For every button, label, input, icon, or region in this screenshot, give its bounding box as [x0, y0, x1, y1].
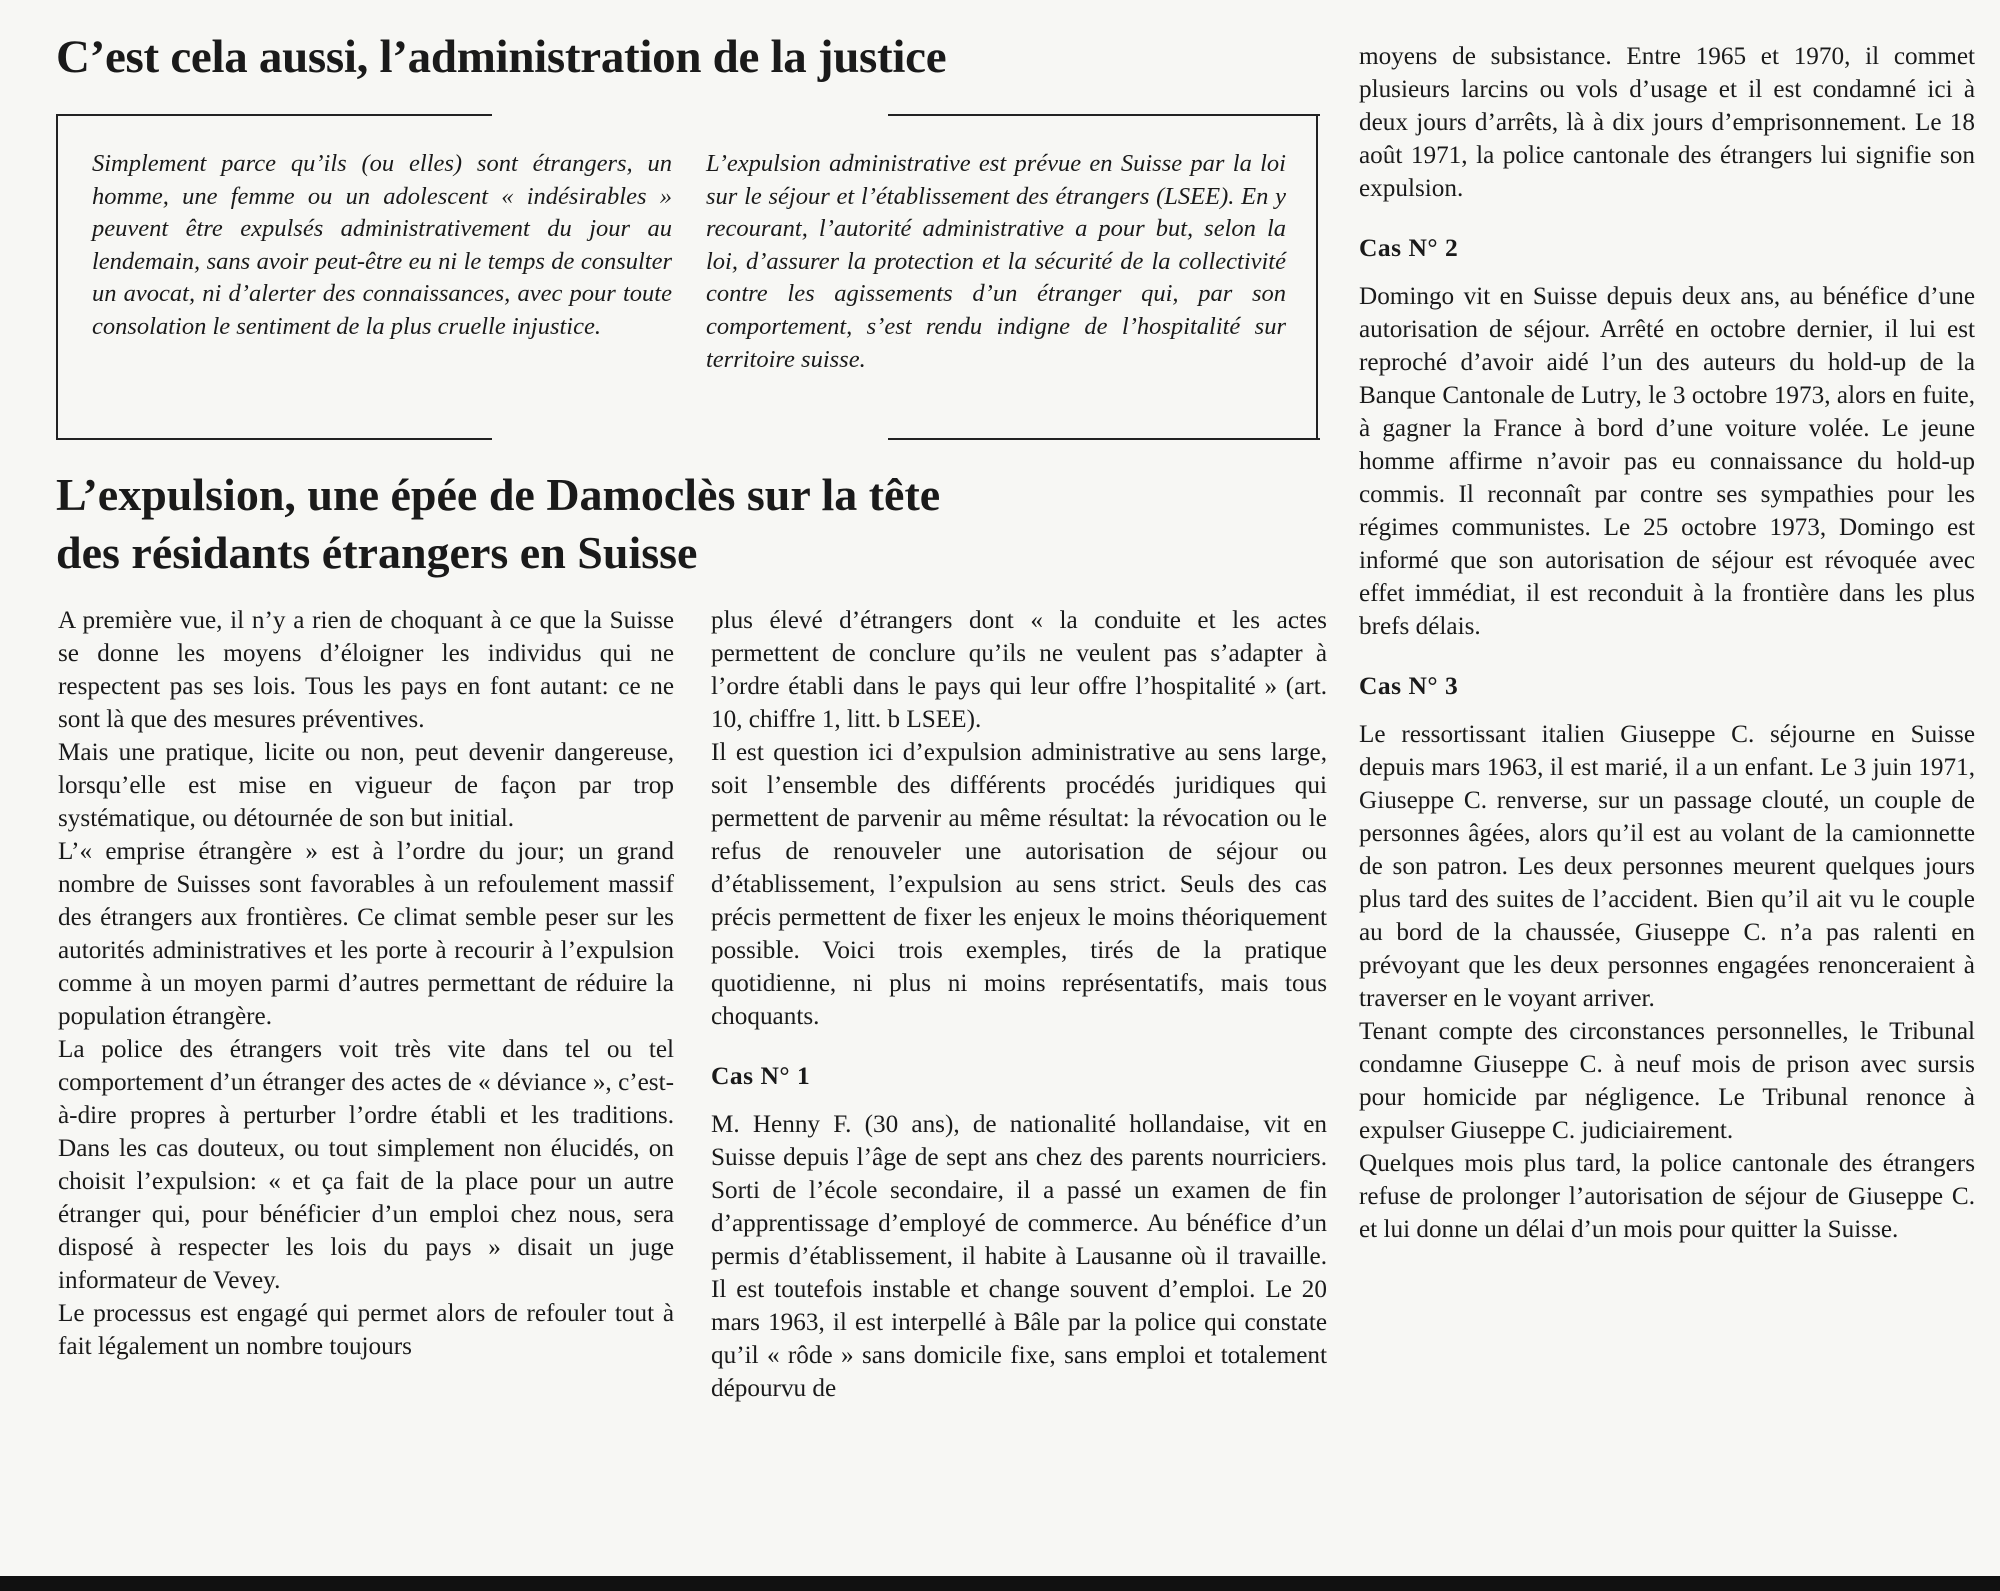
- col2-paragraph-2: Il est question ici d’expulsion administrative au sens large, soit l’ensemble des différents procédés juridiques qui permettent de parvenir au même résultat: la révocation ou le refus de renouveler une autorisation de séjour ou d’établissement, l’expulsion au sens strict. Seuls des cas précis permettent de fixer les enjeux le moins théoriquement possible. Voici trois exemples, tirés de la pratique quotidienne, ni plus ni moins représentatifs, mais tous choquants.: [711, 739, 1327, 1030]
- case-1-continued: moyens de subsistance. Entre 1965 et 1970, il commet plusieurs larcins ou vols d’usage et il est condamné ici à deux jours d’arrêts, là à dix jours d’emprisonnement. Le 18 août 1971, la police cantonale des étrangers lui signifie son expulsion.: [1359, 43, 1975, 202]
- headline-line-1: L’expulsion, une épée de Damoclès sur la tête: [56, 469, 941, 520]
- case-1-title: Cas N° 1: [711, 1061, 811, 1090]
- col2-paragraph-1: plus élevé d’étrangers dont « la conduite et les actes permettent de conclure qu’ils ne veulent pas s’adapter à l’ordre établi dans le pays qui leur offre l’hospitalité » (art. 10, chiffre 1, litt. b LSEE).: [711, 607, 1327, 733]
- case-3-paragraph-1: Le ressortissant italien Giuseppe C. séjourne en Suisse depuis mars 1963, il est marié, il a un enfant. Le 3 juin 1971, Giuseppe C. renverse, sur un passage clouté, un couple de personnes âgées, alors qu’il est au volant de la camionnette de son patron. Les deux personnes meurent quelques jours plus tard des suites de l’accident. Bien qu’il ait vu le couple au bord de la chaussée, Giuseppe C. n’a pas ralenti en prévoyant que les deux personnes engagées renonceraient à traverser en le voyant arriver.: [1359, 721, 1975, 1012]
- column-2: [711, 604, 1327, 1405]
- col1-paragraph-2: Mais une pratique, licite ou non, peut devenir dangereuse, lorsqu’elle est mise en vigueur de façon par trop systématique, ou détournée de son but initial.: [58, 739, 674, 832]
- intro-top-rule-right: [888, 114, 1320, 116]
- column-3: [1359, 40, 1975, 1246]
- case-3-title: Cas N° 3: [1359, 671, 1459, 700]
- intro-top-rule-left: [56, 114, 492, 116]
- case-2-title: Cas N° 2: [1359, 233, 1459, 262]
- case-2-text: Domingo vit en Suisse depuis deux ans, au bénéfice d’une autorisation de séjour. Arrêté en octobre dernier, il lui est reproché d’avoir aidé l’un des auteurs du hold-up de la Banque Cantonale de Lutry, le 3 octobre 1973, alors en fuite, à gagner la France à bord d’une voiture volée. Le jeune homme affirme n’avoir pas eu connaissance du hold-up commis. Il reconnaît par contre ses sympathies pour les régimes communistes. Le 25 octobre 1973, Domingo est informé que son autorisation de séjour est révoquée avec effet immédiat, il est reconduit à la frontière dans les plus brefs délais.: [1359, 283, 1975, 640]
- col1-paragraph-4: La police des étrangers voit très vite dans tel ou tel comportement d’un étranger des actes de « déviance », c’est-à-dire propres à perturber l’ordre établi et les traditions. Dans les cas douteux, ou tout simplement non élucidés, on choisit l’expulsion: « et ça fait de la place pour un autre étranger qui, pour bénéficier d’un emploi chez nous, sera disposé à respecter les lois du pays » disait un juge informateur de Vevey.: [58, 1036, 674, 1294]
- intro-right: L’expulsion administrative est prévue en Suisse par la loi sur le séjour et l’établissement des étrangers (LSEE). En y recourant, l’autorité administrative a pour but, selon la loi, d’assurer la protection et la sécurité de la collectivité contre les agissements d’un étranger qui, par son comportement, s’est rendu indigne de l’hospitalité sur territoire suisse.: [706, 150, 1286, 373]
- case-3-paragraph-2: Tenant compte des circonstances personnelles, le Tribunal condamne Giuseppe C. à neuf mois de prison avec sursis pour homicide par négligence. Le Tribunal renonce à expulser Giuseppe C. judiciairement.: [1359, 1018, 1975, 1144]
- intro-bottom-rule-left: [56, 438, 492, 440]
- headline: [56, 466, 1296, 582]
- scan-bottom-edge: [0, 1576, 2000, 1591]
- intro-bottom-rule-right: [888, 438, 1320, 440]
- headline-line-2: des résidants étrangers en Suisse: [56, 527, 698, 578]
- case-1-text: M. Henny F. (30 ans), de nationalité hollandaise, vit en Suisse depuis l’âge de sept ans chez des parents nourriciers. Sorti de l’école secondaire, il a passé un examen de fin d’apprentissage d’employé de commerce. Au bénéfice d’un permis d’établissement, il habite à Lausanne où il travaille. Il est toutefois instable et change souvent d’emploi. Le 20 mars 1963, il est interpellé à Bâle par la police qui constate qu’il « rôde » sans domicile fixe, sans emploi et totalement dépourvu de: [711, 1111, 1327, 1402]
- col1-paragraph-1: A première vue, il n’y a rien de choquant à ce que la Suisse se donne les moyens d’éloigner les individus qui ne respectent pas ses lois. Tous les pays en font autant: ce ne sont là que des mesures préventives.: [58, 607, 674, 733]
- intro-left: Simplement parce qu’ils (ou elles) sont étrangers, un homme, une femme ou un adolescent « indésirables » peuvent être expulsés administrativement du jour au lendemain, sans avoir peut-être eu ni le temps de consulter un avocat, ni d’alerter des connaissances, avec pour toute consolation le sentiment de la plus cruelle injustice.: [92, 150, 672, 340]
- col1-paragraph-5: Le processus est engagé qui permet alors de refouler tout à fait légalement un nombre toujours: [58, 1300, 674, 1360]
- column-1: [58, 604, 674, 1363]
- col1-paragraph-3: L’« emprise étrangère » est à l’ordre du jour; un grand nombre de Suisses sont favorables à un refoulement massif des étrangers aux frontières. Ce climat semble peser sur les autorités administratives et les porte à recourir à l’expulsion comme à un moyen parmi d’autres permettant de réduire la population étrangère.: [58, 838, 674, 1030]
- case-3-paragraph-3: Quelques mois plus tard, la police cantonale des étrangers refuse de prolonger l’autorisation de séjour de Giuseppe C. et lui donne un délai d’un mois pour quitter la Suisse.: [1359, 1150, 1975, 1243]
- kicker-title: C’est cela aussi, l’administration de la justice: [56, 31, 947, 83]
